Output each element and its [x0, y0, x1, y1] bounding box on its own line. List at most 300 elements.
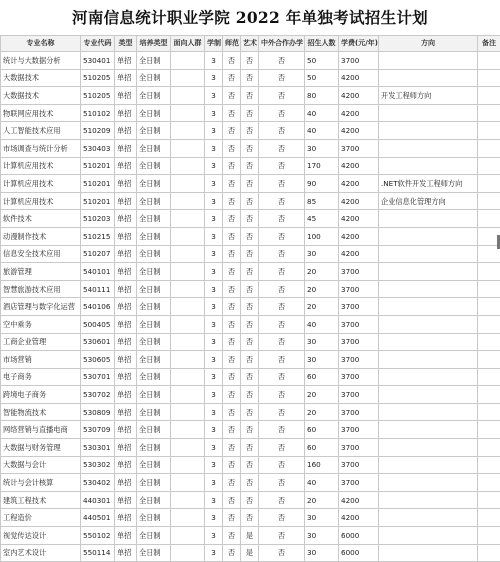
table-cell: 90	[305, 175, 339, 193]
table-row	[1, 87, 500, 105]
table-row	[1, 175, 500, 193]
table-cell: 否	[241, 298, 259, 316]
table-cell: 否	[223, 52, 241, 70]
table-cell: 60	[305, 439, 339, 457]
table-cell	[171, 527, 205, 545]
table-cell: 计算机应用技术	[1, 192, 81, 210]
table-cell: 30	[305, 527, 339, 545]
table-row	[1, 227, 500, 245]
table-cell: 否	[259, 333, 305, 351]
table-cell: 否	[223, 104, 241, 122]
table-cell: 3	[205, 439, 223, 457]
table-cell: 否	[259, 315, 305, 333]
table-cell	[478, 139, 500, 157]
table-cell: 全日制	[137, 315, 171, 333]
table-cell	[478, 52, 500, 70]
col-header: 类型	[115, 36, 137, 52]
table-row	[1, 421, 500, 439]
table-cell: 建筑工程技术	[1, 491, 81, 509]
table-row	[1, 333, 500, 351]
table-cell: 4200	[339, 245, 379, 263]
table-cell: 40	[305, 122, 339, 140]
table-cell: 550114	[81, 544, 115, 562]
table-cell: 530302	[81, 456, 115, 474]
table-cell: 3700	[339, 315, 379, 333]
table-cell: 全日制	[137, 69, 171, 87]
table-cell: 否	[259, 139, 305, 157]
table-cell: 30	[305, 245, 339, 263]
table-cell: 单招	[115, 104, 137, 122]
table-cell: 否	[259, 527, 305, 545]
table-cell: 单招	[115, 210, 137, 228]
table-cell: 全日制	[137, 439, 171, 457]
table-cell	[478, 509, 500, 527]
table-cell: 否	[259, 351, 305, 369]
table-cell: 3	[205, 491, 223, 509]
table-cell: 室内艺术设计	[1, 544, 81, 562]
table-row	[1, 245, 500, 263]
table-cell: 全日制	[137, 122, 171, 140]
table-cell: 全日制	[137, 351, 171, 369]
table-cell: 物联网应用技术	[1, 104, 81, 122]
table-row	[1, 491, 500, 509]
table-cell: 单招	[115, 245, 137, 263]
col-header: 面向人群	[171, 36, 205, 52]
table-cell: 60	[305, 421, 339, 439]
table-cell: 单招	[115, 474, 137, 492]
table-cell	[379, 386, 478, 404]
table-cell: 单招	[115, 157, 137, 175]
table-cell: 4200	[339, 87, 379, 105]
table-row	[1, 104, 500, 122]
table-cell: 全日制	[137, 192, 171, 210]
table-cell: 否	[259, 386, 305, 404]
table-cell: 否	[259, 157, 305, 175]
table-cell: 否	[241, 456, 259, 474]
table-cell: 单招	[115, 439, 137, 457]
table-cell: 否	[259, 175, 305, 193]
table-cell	[171, 509, 205, 527]
table-cell: 单招	[115, 351, 137, 369]
table-cell: 否	[223, 87, 241, 105]
table-cell: .NET软件开发工程师方向	[379, 175, 478, 193]
table-cell: 3	[205, 52, 223, 70]
table-cell: 单招	[115, 122, 137, 140]
table-cell: 3	[205, 403, 223, 421]
table-cell: 3700	[339, 403, 379, 421]
table-cell: 计算机应用技术	[1, 175, 81, 193]
table-cell: 否	[241, 386, 259, 404]
table-cell: 否	[223, 210, 241, 228]
table-cell: 30	[305, 139, 339, 157]
table-cell: 3	[205, 263, 223, 281]
table-cell: 否	[223, 122, 241, 140]
table-row	[1, 192, 500, 210]
table-row	[1, 298, 500, 316]
table-cell: 否	[241, 192, 259, 210]
table-cell: 否	[241, 368, 259, 386]
table-cell: 单招	[115, 298, 137, 316]
table-cell: 否	[241, 210, 259, 228]
col-header: 学费(元/年)	[339, 36, 379, 52]
table-cell: 否	[223, 474, 241, 492]
table-cell	[171, 456, 205, 474]
table-cell	[478, 439, 500, 457]
table-cell	[478, 333, 500, 351]
table-cell: 3	[205, 421, 223, 439]
table-cell	[171, 192, 205, 210]
table-row	[1, 263, 500, 281]
table-cell: 否	[241, 157, 259, 175]
table-cell: 智能物流技术	[1, 403, 81, 421]
table-cell: 530605	[81, 351, 115, 369]
table-cell: 是	[241, 544, 259, 562]
col-header: 专业名称	[1, 36, 81, 52]
table-cell: 3700	[339, 298, 379, 316]
table-cell: 全日制	[137, 175, 171, 193]
table-cell	[478, 87, 500, 105]
table-cell: 否	[259, 263, 305, 281]
table-cell: 单招	[115, 192, 137, 210]
table-cell: 否	[241, 333, 259, 351]
table-cell: 否	[259, 474, 305, 492]
table-cell: 跨境电子商务	[1, 386, 81, 404]
table-cell: 530701	[81, 368, 115, 386]
table-cell: 510201	[81, 192, 115, 210]
table-cell: 40	[305, 104, 339, 122]
table-cell: 45	[305, 210, 339, 228]
table-cell	[171, 403, 205, 421]
table-cell: 20	[305, 263, 339, 281]
table-cell	[171, 210, 205, 228]
table-cell	[171, 439, 205, 457]
table-cell	[379, 474, 478, 492]
table-cell: 3700	[339, 52, 379, 70]
table-cell: 信息安全技术应用	[1, 245, 81, 263]
table-cell	[478, 421, 500, 439]
table-cell	[379, 280, 478, 298]
table-cell: 单招	[115, 386, 137, 404]
table-cell: 全日制	[137, 157, 171, 175]
table-cell: 510205	[81, 69, 115, 87]
table-cell: 工商企业管理	[1, 333, 81, 351]
table-cell: 否	[241, 104, 259, 122]
table-cell: 工程造价	[1, 509, 81, 527]
table-cell: 4200	[339, 227, 379, 245]
table-cell: 单招	[115, 69, 137, 87]
table-cell	[478, 175, 500, 193]
table-cell	[379, 69, 478, 87]
table-cell: 4200	[339, 175, 379, 193]
table-cell	[478, 280, 500, 298]
table-row	[1, 280, 500, 298]
table-cell: 否	[223, 491, 241, 509]
table-cell: 否	[223, 227, 241, 245]
table-cell: 否	[259, 509, 305, 527]
table-cell	[379, 52, 478, 70]
table-cell: 530809	[81, 403, 115, 421]
table-cell: 3	[205, 351, 223, 369]
table-cell: 是	[241, 527, 259, 545]
table-cell: 3	[205, 527, 223, 545]
table-cell: 单招	[115, 263, 137, 281]
table-cell: 否	[223, 351, 241, 369]
table-cell	[379, 263, 478, 281]
table-cell: 否	[241, 245, 259, 263]
table-cell: 3	[205, 456, 223, 474]
table-cell: 3700	[339, 474, 379, 492]
table-cell: 全日制	[137, 210, 171, 228]
table-cell	[379, 403, 478, 421]
table-cell: 530403	[81, 139, 115, 157]
table-cell	[171, 421, 205, 439]
table-cell	[478, 368, 500, 386]
table-cell: 4200	[339, 491, 379, 509]
table-row	[1, 456, 500, 474]
table-cell: 530402	[81, 474, 115, 492]
table-cell: 大数据技术	[1, 87, 81, 105]
table-cell: 530301	[81, 439, 115, 457]
table-cell: 4200	[339, 122, 379, 140]
table-cell: 否	[223, 245, 241, 263]
table-cell: 全日制	[137, 245, 171, 263]
table-cell: 3700	[339, 139, 379, 157]
table-cell	[478, 474, 500, 492]
table-cell: 40	[305, 315, 339, 333]
table-cell	[379, 157, 478, 175]
table-cell: 3700	[339, 280, 379, 298]
table-cell: 3	[205, 509, 223, 527]
table-cell	[379, 544, 478, 562]
table-row	[1, 52, 500, 70]
table-cell: 540111	[81, 280, 115, 298]
table-cell: 否	[223, 527, 241, 545]
table-cell: 否	[223, 544, 241, 562]
table-cell	[171, 263, 205, 281]
table-cell: 否	[241, 509, 259, 527]
table-cell: 80	[305, 87, 339, 105]
table-cell: 否	[259, 227, 305, 245]
table-cell: 否	[223, 298, 241, 316]
table-cell: 4200	[339, 509, 379, 527]
table-cell: 否	[241, 280, 259, 298]
table-cell: 3	[205, 139, 223, 157]
table-cell: 170	[305, 157, 339, 175]
table-cell	[379, 527, 478, 545]
table-cell: 6000	[339, 527, 379, 545]
table-row	[1, 69, 500, 87]
table-cell: 3	[205, 280, 223, 298]
table-row	[1, 139, 500, 157]
table-cell: 单招	[115, 52, 137, 70]
table-cell: 市场调查与统计分析	[1, 139, 81, 157]
table-cell	[171, 544, 205, 562]
table-cell: 大数据与会计	[1, 456, 81, 474]
table-cell: 全日制	[137, 298, 171, 316]
table-cell: 酒店管理与数字化运营	[1, 298, 81, 316]
table-cell: 全日制	[137, 421, 171, 439]
col-header: 师范	[223, 36, 241, 52]
page-title: 河南信息统计职业学院 2022 年单独考试招生计划	[0, 6, 500, 30]
table-cell	[478, 403, 500, 421]
table-cell: 否	[223, 456, 241, 474]
table-cell: 3700	[339, 439, 379, 457]
table-cell: 540101	[81, 263, 115, 281]
table-cell	[171, 333, 205, 351]
table-cell	[171, 280, 205, 298]
table-row	[1, 439, 500, 457]
table-cell: 30	[305, 333, 339, 351]
table-cell: 单招	[115, 315, 137, 333]
table-cell: 大数据与财务管理	[1, 439, 81, 457]
table-cell	[171, 351, 205, 369]
table-cell	[478, 544, 500, 562]
table-cell: 否	[223, 69, 241, 87]
table-cell: 否	[259, 491, 305, 509]
table-cell: 否	[241, 175, 259, 193]
col-header: 专业代码	[81, 36, 115, 52]
table-cell	[171, 491, 205, 509]
table-cell	[379, 491, 478, 509]
table-cell: 否	[223, 139, 241, 157]
table-cell: 20	[305, 298, 339, 316]
table-cell: 全日制	[137, 368, 171, 386]
table-cell: 全日制	[137, 386, 171, 404]
table-cell	[171, 245, 205, 263]
table-cell: 3	[205, 175, 223, 193]
table-cell: 否	[241, 87, 259, 105]
col-header: 备注	[478, 36, 500, 52]
table-cell: 3700	[339, 421, 379, 439]
table-cell: 否	[223, 333, 241, 351]
table-cell: 3	[205, 333, 223, 351]
table-cell: 全日制	[137, 544, 171, 562]
table-cell: 单招	[115, 87, 137, 105]
table-cell: 否	[241, 351, 259, 369]
table-cell	[379, 333, 478, 351]
table-cell	[379, 351, 478, 369]
table-cell: 30	[305, 544, 339, 562]
col-header: 招生人数	[305, 36, 339, 52]
table-cell: 开发工程师方向	[379, 87, 478, 105]
table-cell: 否	[259, 52, 305, 70]
table-cell: 4200	[339, 69, 379, 87]
table-cell: 单招	[115, 368, 137, 386]
table-cell: 510201	[81, 157, 115, 175]
table-cell: 单招	[115, 227, 137, 245]
table-cell: 否	[259, 439, 305, 457]
table-cell: 530601	[81, 333, 115, 351]
table-cell: 否	[259, 368, 305, 386]
table-cell: 530702	[81, 386, 115, 404]
table-row	[1, 351, 500, 369]
table-cell: 530401	[81, 52, 115, 70]
table-row	[1, 122, 500, 140]
table-cell: 3	[205, 298, 223, 316]
table-cell: 否	[223, 315, 241, 333]
table-cell: 550102	[81, 527, 115, 545]
table-cell: 85	[305, 192, 339, 210]
table-cell: 否	[241, 315, 259, 333]
table-cell: 否	[259, 122, 305, 140]
table-cell: 4200	[339, 104, 379, 122]
table-row	[1, 527, 500, 545]
table-cell	[379, 104, 478, 122]
col-header: 培养类型	[137, 36, 171, 52]
table-cell: 3	[205, 386, 223, 404]
table-cell: 全日制	[137, 527, 171, 545]
table-cell: 510205	[81, 87, 115, 105]
table-cell: 20	[305, 491, 339, 509]
table-cell: 否	[241, 69, 259, 87]
table-cell: 3	[205, 245, 223, 263]
table-cell: 3	[205, 210, 223, 228]
table-cell	[379, 210, 478, 228]
table-cell: 人工智能技术应用	[1, 122, 81, 140]
table-cell	[171, 368, 205, 386]
table-cell: 3700	[339, 386, 379, 404]
table-cell	[171, 474, 205, 492]
table-cell: 统计与会计核算	[1, 474, 81, 492]
table-cell: 全日制	[137, 52, 171, 70]
table-cell: 否	[259, 245, 305, 263]
table-cell	[171, 87, 205, 105]
table-cell: 单招	[115, 509, 137, 527]
table-cell: 3	[205, 315, 223, 333]
table-cell	[171, 175, 205, 193]
table-cell: 全日制	[137, 227, 171, 245]
table-row	[1, 368, 500, 386]
table-cell: 3	[205, 157, 223, 175]
table-cell: 30	[305, 509, 339, 527]
table-cell: 20	[305, 386, 339, 404]
col-header: 中外合作办学	[259, 36, 305, 52]
table-cell	[379, 421, 478, 439]
table-cell: 3	[205, 368, 223, 386]
table-cell	[171, 315, 205, 333]
table-cell: 电子商务	[1, 368, 81, 386]
table-cell: 软件技术	[1, 210, 81, 228]
table-cell	[171, 157, 205, 175]
table-cell	[478, 456, 500, 474]
table-row	[1, 474, 500, 492]
table-cell: 否	[223, 280, 241, 298]
table-cell: 否	[259, 544, 305, 562]
table-cell	[379, 227, 478, 245]
table-cell: 单招	[115, 175, 137, 193]
table-cell: 4200	[339, 210, 379, 228]
table-cell: 60	[305, 368, 339, 386]
table-cell: 全日制	[137, 263, 171, 281]
table-cell: 否	[259, 421, 305, 439]
table-cell: 全日制	[137, 456, 171, 474]
table-header-row	[1, 36, 500, 52]
table-cell: 企业信息化管理方向	[379, 192, 478, 210]
table-cell	[478, 122, 500, 140]
table-cell	[478, 192, 500, 210]
table-cell: 160	[305, 456, 339, 474]
table-cell: 6000	[339, 544, 379, 562]
table-cell: 全日制	[137, 509, 171, 527]
table-cell	[379, 122, 478, 140]
table-cell: 否	[241, 403, 259, 421]
table-cell: 单招	[115, 456, 137, 474]
col-header: 学制	[205, 36, 223, 52]
table-row	[1, 544, 500, 562]
table-cell: 单招	[115, 544, 137, 562]
table-cell: 单招	[115, 421, 137, 439]
table-cell: 否	[259, 403, 305, 421]
